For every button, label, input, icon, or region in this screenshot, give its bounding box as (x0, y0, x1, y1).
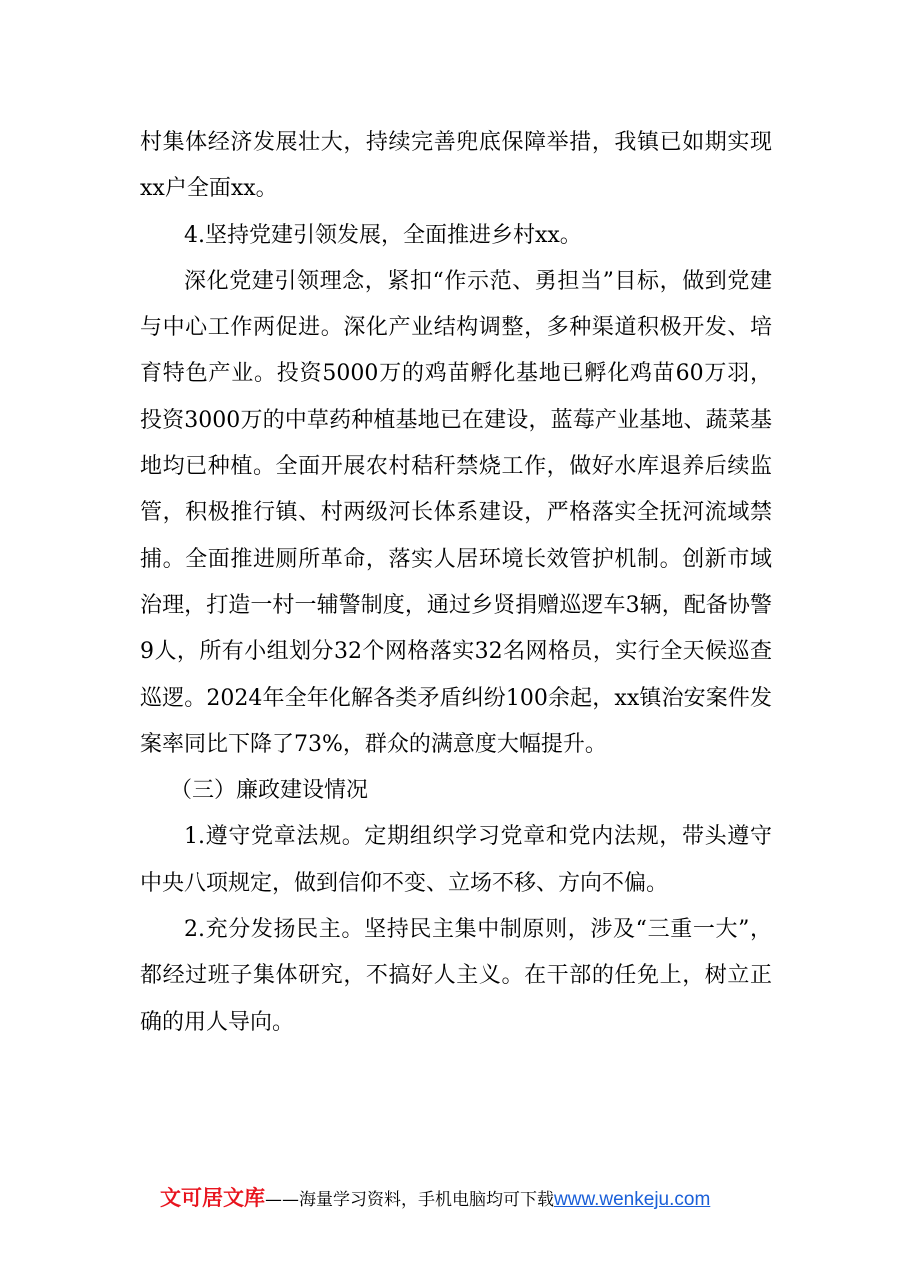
paragraph-party-building: 深化党建引领理念，紧扣“作示范、勇担当”目标，做到党建与中心工作两促进。深化产业结构调整，多种渠道积极开发、培育特色产业。投资5000万的鸡苗孵化基地已孵化鸡苗60万羽，投资3000万的中草药种植基地已在建设，蓝莓产业基地、蔬菜基地均已种植。全面开展农村秸秆禁烧工作，做好水库退养后续监管，积极推行镇、村两级河长体系建设，严格落实全抚河流域禁捕。全面推进厕所革命，落实人居环境长效管护机制。创新市域治理，打造一村一辅警制度，通过乡贤捐赠巡逻车3辆，配备协警9人，所有小组划分32个网格落实32名网格员，实行全天候巡查巡逻。2024年全年化解各类矛盾纠纷100余起，xx镇治安案件发案率同比下降了73%，群众的满意度大幅提升。 (140, 268, 772, 757)
footer-website-link[interactable]: www.wenkeju.com (554, 1189, 711, 1210)
footer-tagline: ——海量学习资料，手机电脑均可下载 (265, 1190, 554, 1210)
paragraph-party-rules: 1.遵守党章法规。定期组织学习党章和党内法规，带头遵守中央八项规定，做到信仰不变、立场不移、方向不偏。 (140, 824, 772, 896)
footer-banner (160, 1182, 710, 1212)
document-body (140, 120, 772, 1046)
paragraph-democracy: 2.充分发扬民主。坚持民主集中制原则，涉及“三重一大”，都经过班子集体研究，不搞好人主义。在干部的任免上，树立正确的用人导向。 (140, 917, 772, 1035)
section-item-4-heading: 4.坚持党建引领发展，全面推进乡村xx。 (184, 222, 582, 248)
footer-brand: 文可居文库 (160, 1186, 265, 1210)
paragraph-continuation: 村集体经济发展壮大，持续完善兜底保障举措，我镇已如期实现xx户全面xx。 (140, 130, 772, 202)
section-heading-integrity: （三）廉政建设情况 (170, 778, 369, 804)
